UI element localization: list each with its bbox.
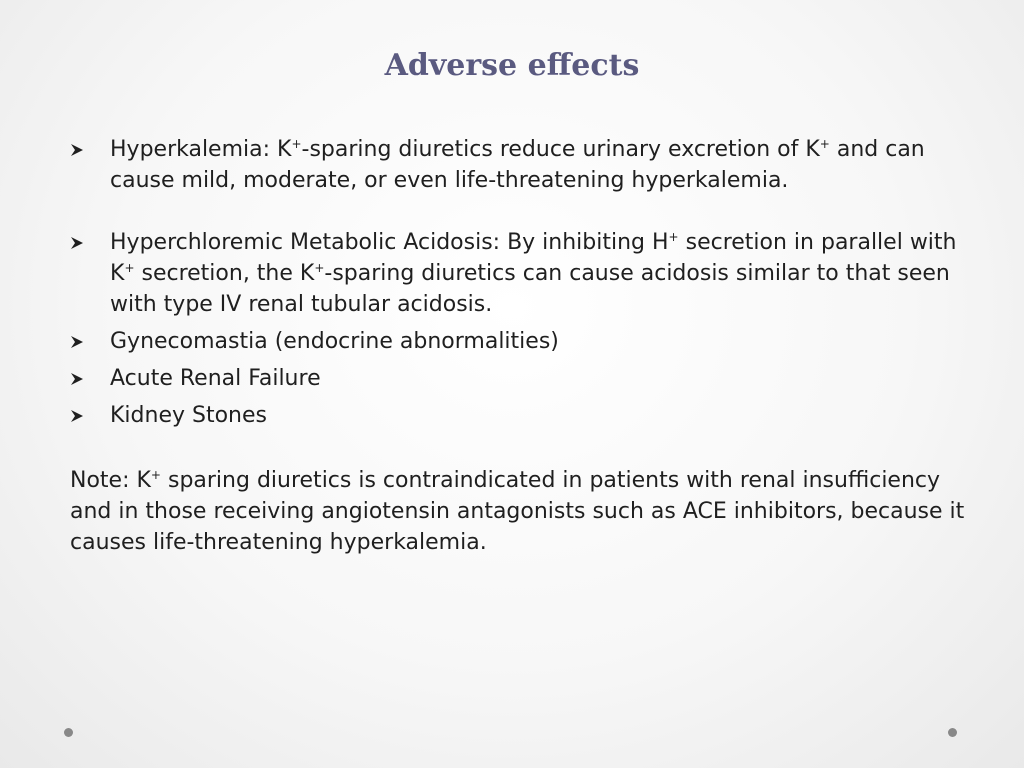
arrowhead-bullet-icon [70, 400, 110, 431]
bullet-text: Kidney Stones [110, 403, 267, 428]
arrowhead-bullet-icon [70, 326, 110, 357]
bullet-text: Hyperchloremic Metabolic Acidosis: By inhibiting H+ secretion in parallel with K+ secretion, the K+-sparing diuretics can cause acidosis similar to that seen with type IV renal tubular acidosis. [110, 230, 957, 317]
note-paragraph: Note: K+ sparing diuretics is contraindicated in patients with renal insufficiency and in those receiving angiotensin antagonists such as ACE inhibitors, because it causes life-threatening hyperkalemia. [70, 468, 965, 555]
bullet-kidney-stones [70, 400, 980, 431]
dot-icon [64, 728, 73, 737]
bullet-text: Hyperkalemia: K+-sparing diuretics reduce urinary excretion of K+ and can cause mild, moderate, or even life-threatening hyperkalemia. [110, 137, 925, 193]
arrowhead-bullet-icon [70, 363, 110, 394]
bullet-gynecomastia [70, 326, 980, 357]
bullet-text: Acute Renal Failure [110, 366, 321, 391]
slide-content [70, 134, 980, 558]
dot-icon [948, 728, 957, 737]
slide-title: Adverse effects [384, 48, 640, 83]
arrowhead-bullet-icon [70, 134, 110, 165]
bullet-hyperkalemia [70, 134, 980, 196]
bullet-text: Gynecomastia (endocrine abnormalities) [110, 329, 559, 354]
arrowhead-bullet-icon [70, 227, 110, 258]
bullet-acidosis [70, 227, 980, 320]
bullet-renal-failure [70, 363, 980, 394]
